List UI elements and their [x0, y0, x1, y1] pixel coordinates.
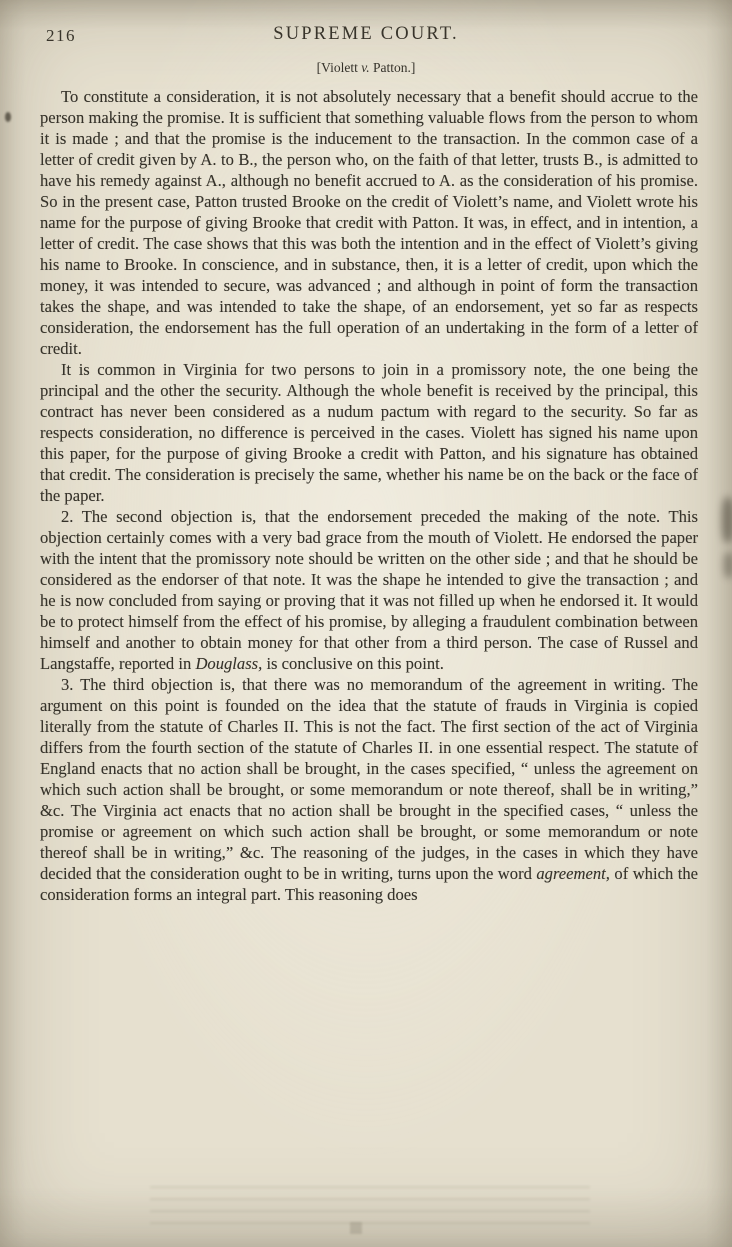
paragraph: [40, 506, 698, 674]
running-head-versus: v.: [361, 60, 370, 75]
paragraph-text: 3. The third objection is, that there was no memorandum of the agreement in writing. The argument on this point is founded on the idea that the statute of frauds in Virginia is copied literally from the statute of Charles II. This is not the fact. The first section of the act of Virginia differs from the fourth section of the statute of Charles II. in one essential respect. The statute of England enacts that no action shall be brought, in the cases specified, “ unless the agreement on which such action shall be brought, or some memorandum or note thereof, shall be in writing,” &c. The Virginia act enacts that no action shall be brought in the specified cases, “ unless the promise or agreement on which such action shall be brought, or some memorandum or note thereof shall be in writing,” &c. The reasoning of the judges, in the cases in which they have decided that the consideration ought to be in writing, turns upon the word: [40, 675, 698, 883]
emphasized-word: agreement,: [536, 864, 610, 883]
scan-showthrough: [150, 1186, 590, 1232]
case-citation: Douglass,: [195, 654, 263, 673]
paragraph-text: To constitute a consideration, it is not absolutely necessary that a benefit should accrue to the person making the promise. It is sufficient that something valuable flows from the person to whom it is made ; and that the promise is the inducement to the transaction. In the common case of a letter of credit given by A. to B., the person who, on the faith of that letter, trusts B., is admitted to have his remedy against A., although no benefit accrued to A. as the consideration of his promise. So in the present case, Patton trusted Brooke on the credit of Violett’s name, and Violett wrote his name for the purpose of giving Brooke that credit with Patton. It was, in effect, and in intention, a letter of credit. The case shows that this was both the intention and in the effect of Violett’s giving his name to Brooke. In conscience, and in substance, then, it is a letter of credit, upon which the money, it was intended to secure, was advanced ; and although in point of form the transaction takes the shape, and was intended to take the shape, of an endorsement, yet so far as respects consideration, the endorsement has the full operation of an undertaking in the form of a letter of credit.: [40, 87, 698, 358]
scan-artifact: [350, 1222, 362, 1234]
paragraph-text: of which the consideration forms an integral part. This reasoning does: [40, 864, 698, 904]
paragraph-text: is conclusive on this point.: [262, 654, 444, 673]
scan-artifact: [724, 552, 732, 578]
paragraph: [40, 359, 698, 506]
page-number: 216: [46, 26, 76, 45]
scan-artifact: [5, 112, 11, 122]
paragraph: [40, 674, 698, 905]
paragraph: [40, 86, 698, 359]
running-head-prefix: [Violett: [316, 60, 362, 75]
paragraph-text: 2. The second objection is, that the endorsement preceded the making of the note. This objection certainly comes with a very bad grace from the mouth of Violett. He endorsed the paper with the intent that the promissory note should be written on the other side ; and that he should be considered as the endorser of that note. It was the shape he intended to give the transaction ; and he is now concluded from saying or proving that it was not filled up when he endorsed it. It would be to protect himself from the effect of his promise, by alleging a fraudulent combination between himself and another to obtain money for that other from a third person. The case of Russel and Langstaffe, reported in: [40, 507, 698, 673]
running-head: [0, 60, 732, 76]
scan-artifact: [722, 497, 732, 543]
paragraph-text: It is common in Virginia for two persons to join in a promissory note, the one being the principal and the other the security. Although the whole benefit is received by the principal, this contract has never been considered as a nudum pactum with regard to the security. So far as respects consideration, no difference is perceived in the cases. Violett has signed his name upon this paper, for the purpose of giving Brooke a credit with Patton, and his signature has obtained that credit. The consideration is precisely the same, whether his name be on the back or the face of the paper.: [40, 360, 698, 505]
running-head-suffix: Patton.]: [369, 60, 416, 75]
body-text: [40, 86, 698, 905]
page-header-title: SUPREME COURT.: [273, 24, 459, 44]
